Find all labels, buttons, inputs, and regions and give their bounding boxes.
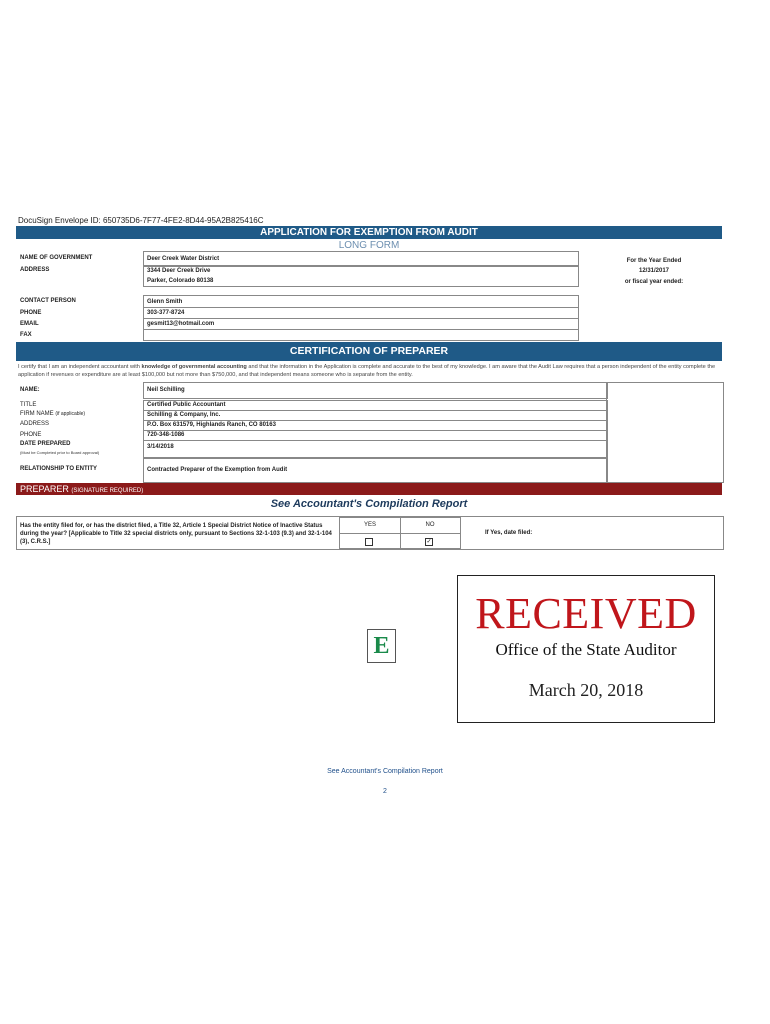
address-line1: 3344 Deer Creek Drive [147,268,211,274]
divider [144,318,578,319]
firm-name-value: Schilling & Company, Inc. [147,412,221,418]
no-checkbox[interactable]: ✓ [426,539,432,545]
email-label: EMAIL [20,321,39,327]
relationship-field[interactable] [143,457,608,483]
certification-statement: I certify that I am an independent accountant with knowledge of governmental accounting and that the information in the Application is complete and accurate to the best of my knowledge. I am aware that the Audit Law requires that a person independent of the entity complete the application if revenues or expenditure are at least $100,000 but not more than $750,000, and that independent means someone who is separate from the entity. [18,364,716,378]
preparer-signature-area [606,382,724,483]
divider [144,430,607,431]
e-mark-icon: E [367,629,396,663]
year-ended-date: 12/31/2017 [638,268,670,274]
preparer-signature-bar: PREPARER (SIGNATURE REQUIRED) [16,483,722,495]
preparer-phone-label: PHONE [20,432,42,438]
received-stamp [457,575,715,723]
preparer-phone-value: 720-348-1086 [147,432,185,438]
form-title: APPLICATION FOR EXEMPTION FROM AUDIT [16,226,722,239]
preparer-details-box [143,400,608,459]
certification-title: CERTIFICATION OF PREPARER [16,342,722,361]
inactive-status-section [16,516,724,550]
divider [144,440,607,441]
relationship-value: Contracted Preparer of the Exemption from Audit [147,467,288,473]
title-value: Certified Public Accountant [147,402,226,408]
email-value: gesmit13@hotmail.com [147,321,215,327]
see-report-note: See Accountant's Compilation Report [270,498,468,510]
date-prepared-label: DATE PREPARED [20,441,71,447]
date-prepared-value: 3/14/2018 [147,444,174,450]
fiscal-year-label: or fiscal year ended: [624,279,684,285]
year-ended-label: For the Year Ended [626,258,682,264]
if-yes-date-label: If Yes, date filed: [485,530,533,536]
government-address-field[interactable] [143,265,579,287]
yes-checkbox[interactable] [365,538,373,546]
yes-no-box [339,517,461,549]
name-of-government-label: NAME OF GOVERNMENT [20,255,93,261]
contact-person-value: Glenn Smith [147,299,183,305]
preparer-address-label: ADDRESS [20,421,50,427]
government-name-value: Deer Creek Water District [147,256,220,262]
date-prepared-note: (Must be Completed prior to Board approval) [20,450,100,455]
contact-person-label: CONTACT PERSON [20,298,76,304]
preparer-name-field[interactable] [143,382,608,399]
firm-name-label: FIRM NAME (if applicable) [20,411,86,417]
received-text: RECEIVED [475,589,697,638]
footer-note: See Accountant's Compilation Report [327,768,443,775]
fax-label: FAX [20,332,32,338]
address-line2: Parker, Colorado 80138 [147,278,214,284]
phone-label: PHONE [20,310,42,316]
address-label: ADDRESS [20,267,50,273]
office-name: Office of the State Auditor [495,640,677,659]
preparer-name-label: NAME: [20,387,40,393]
phone-value: 303-377-8724 [147,310,185,316]
preparer-name-value: Neil Schilling [147,387,185,393]
yes-label: YES [363,522,376,528]
contact-box [143,295,579,341]
divider [144,307,578,308]
received-date: March 20, 2018 [528,680,644,700]
divider [144,410,607,411]
form-subtitle: LONG FORM [338,240,400,251]
preparer-address-value: P.O. Box 631579, Highlands Ranch, CO 80163 [147,422,276,428]
divider [144,420,607,421]
inactive-status-question: Has the entity filed for, or has the district filed, a Title 32, Article 1 Special District Notice of Inactive Status during the year? [Applicable to Title 32 special districts only, pursuant to Sections 32-1-103 (9.3) and 32-1-104 (3), C.R.S.] [20,523,332,545]
no-label: NO [425,522,435,528]
title-label: TITLE [20,402,37,408]
divider [144,329,578,330]
docusign-envelope-id: DocuSign Envelope ID: 650735D6-7F77-4FE2-8D44-95A2B825416C [18,216,264,225]
relationship-label: RELATIONSHIP TO ENTITY [20,466,98,472]
page-number: 2 [383,788,387,795]
